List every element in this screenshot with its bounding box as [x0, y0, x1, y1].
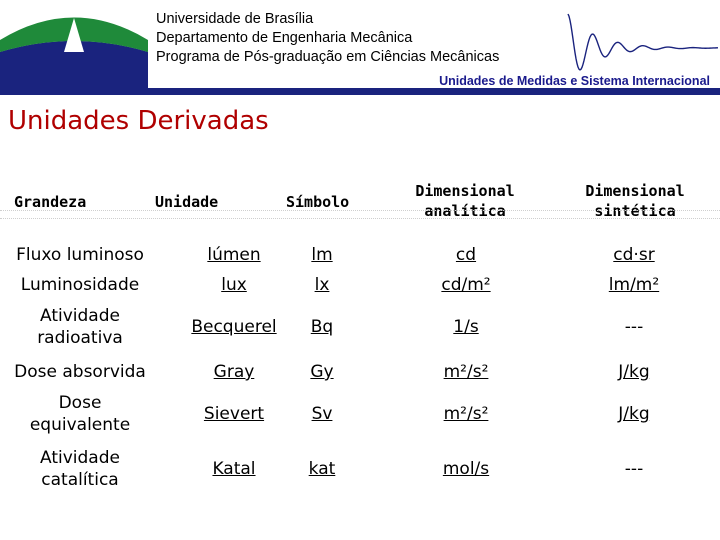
institution-line: Departamento de Engenharia Mecânica — [156, 30, 413, 46]
table-cell: --- — [624, 459, 644, 479]
table-cell: J/kg — [618, 362, 650, 382]
table-header-divider — [0, 218, 720, 219]
header-bar — [0, 88, 720, 95]
table-cell: Bq — [310, 317, 334, 337]
page-title: Unidades Derivadas — [8, 106, 269, 136]
table-cell: Dose absorvida — [14, 362, 146, 382]
table-cell: lm — [311, 245, 333, 265]
column-header-dim-analitica: Dimensional analítica — [415, 182, 515, 220]
table-cell: Atividade radioativa — [37, 306, 123, 348]
table-cell: lx — [314, 275, 330, 295]
table-cell: Fluxo luminoso — [16, 245, 144, 265]
table-cell: Sievert — [203, 404, 265, 424]
table-cell: Sv — [311, 404, 333, 424]
column-header-grandeza: Grandeza — [14, 193, 87, 211]
table-cell: kat — [308, 459, 336, 479]
table-cell: Dose equivalente — [29, 393, 131, 435]
column-header-dim-sintetica: Dimensional sintética — [585, 182, 685, 220]
column-header-simbolo: Símbolo — [286, 193, 350, 211]
table-cell: lm/m² — [608, 275, 660, 295]
table-cell: --- — [624, 317, 644, 337]
table-cell: Becquerel — [191, 317, 277, 337]
table-cell: mol/s — [442, 459, 490, 479]
table-cell: lúmen — [207, 245, 261, 265]
institution-line: Universidade de Brasília — [156, 11, 314, 27]
table-cell: Atividade catalítica — [40, 448, 120, 490]
table-cell: cd — [455, 245, 477, 265]
damped-oscillation-graphic — [560, 6, 720, 76]
table-cell: m²/s² — [443, 362, 489, 382]
table-cell: cd·sr — [613, 245, 655, 265]
institution-lines — [156, 10, 499, 67]
table-header-divider — [0, 210, 720, 211]
table-cell: Gy — [310, 362, 334, 382]
section-banner: Unidades de Medidas e Sistema Internacional — [439, 74, 710, 88]
table-cell: J/kg — [618, 404, 650, 424]
table-cell: Katal — [212, 459, 256, 479]
table-cell: m²/s² — [443, 404, 489, 424]
table-cell: lux — [221, 275, 247, 295]
column-header-unidade: Unidade — [155, 193, 219, 211]
table-cell: Luminosidade — [20, 275, 140, 295]
table-cell: cd/m² — [441, 275, 491, 295]
table-cell: 1/s — [453, 317, 479, 337]
institution-line: Programa de Pós-graduação em Ciências Mecânicas — [156, 49, 500, 65]
university-logo — [0, 0, 148, 90]
table-cell: Gray — [213, 362, 255, 382]
